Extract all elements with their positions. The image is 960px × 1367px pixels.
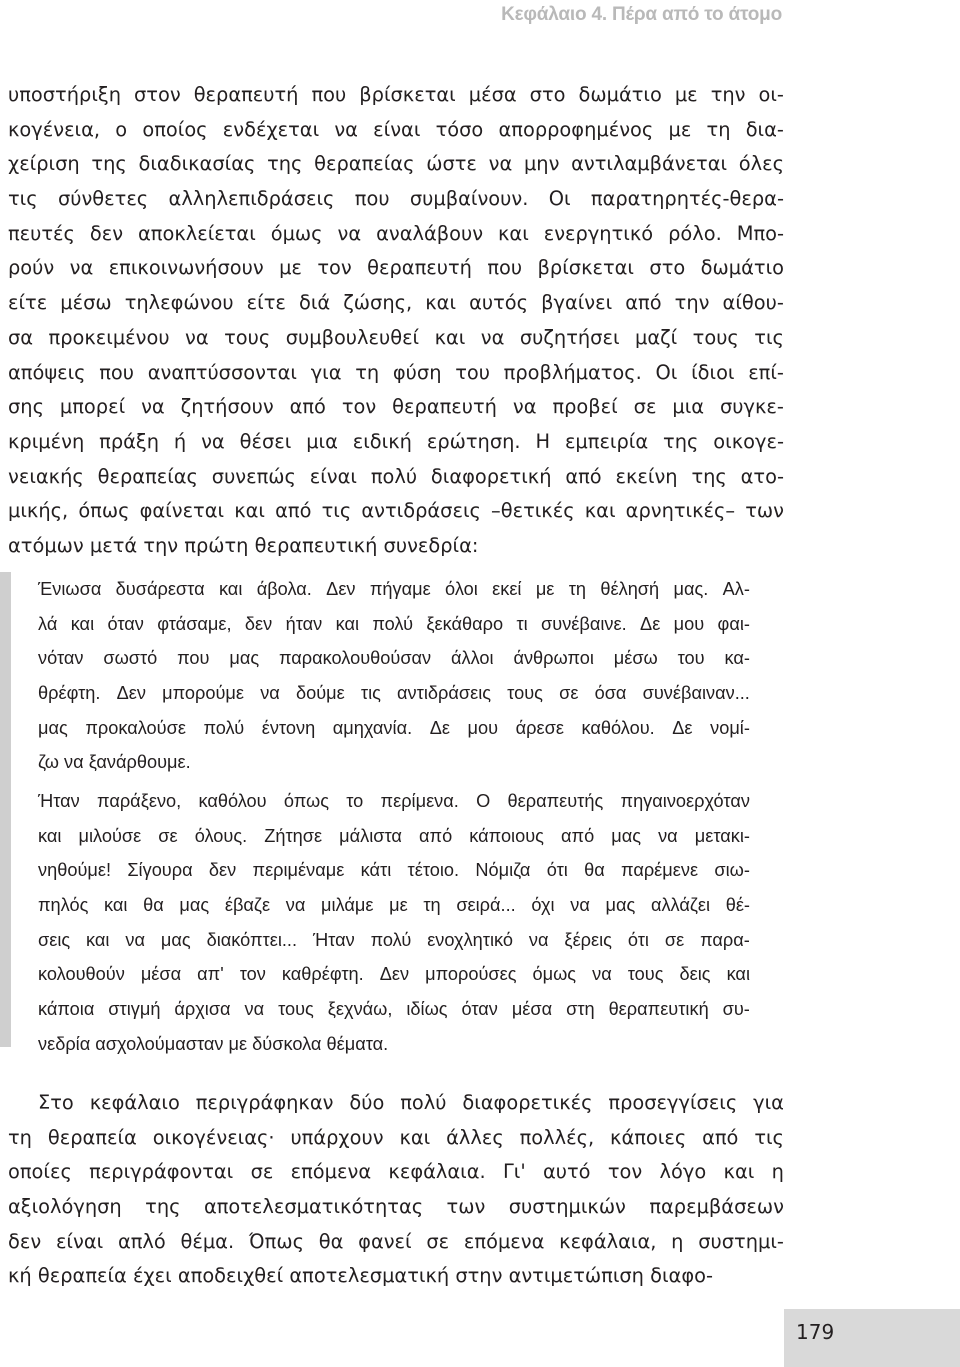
text-line: είτε μέσω τηλεφώνου είτε διά ζώσης, και αυτός βγαίνει από την αίθου- [8,291,784,315]
text-line: αξιολόγηση της αποτελεσματικότητας των συστημικών παρεμβάσεων [8,1195,784,1219]
text-line: δεν είναι απλό θέμα. Όπως θα φανεί σε επόμενα κεφάλαια, η συστημι- [8,1229,784,1253]
quote-block-2 [38,784,750,1062]
text-line: πηλός και θα μας έβαζε να μιλάμε με τη σειρά... όχι να μας αλλάζει θέ- [38,895,750,916]
text-line: ρούν να επικοινωνήσουν με τον θεραπευτή που βρίσκεται στο δωμάτιο [8,256,784,280]
text-line: σα προκειμένου να τους συμβουλευθεί και να συζητήσει μαζί τους τις [8,325,784,349]
body-paragraph-2 [8,1086,784,1294]
text-line: Ένιωσα δυσάρεστα και άβολα. Δεν πήγαμε όλοι εκεί με τη θέλησή μας. Αλ- [38,579,750,599]
quote-sidebar-bar [0,572,11,1047]
text-line: νηθούμε! Σίγουρα δεν περιμέναμε κάτι τέτοιο. Νόμιζα ότι θα παρέμενε σιω- [38,860,750,881]
text-line: θρέφτη. Δεν μπορούμε να δούμε τις αντιδράσεις τους σε όσα συνέβαιναν... [38,683,750,704]
text-line: κολουθούν μέσα απ' τον καθρέφτη. Δεν μπορούσες όμως να τους δεις και [38,964,750,985]
text-line: λά και όταν φτάσαμε, δεν ήταν και πολύ ξεκάθαρο τι συνέβαινε. Δε μου φαι- [38,613,750,634]
page-number: 179 [796,1320,835,1344]
text-line: κριμένη πράξη ή να θέσει μια ειδική ερώτηση. Η εμπειρία της οικογε- [8,429,784,453]
text-line: μικής, όπως φαίνεται και από τις αντιδράσεις –θετικές και αρνητικές– των [8,499,784,523]
text-line: μας προκαλούσε πολύ έντονη αμηχανία. Δε μου άρεσε καθόλου. Δε νομί- [38,717,750,738]
text-line: και μιλούσε σε όλους. Ζήτησε μάλιστα από κάποιους από μας να μετακι- [38,825,750,846]
text-line: τις σύνθετες αλληλεπιδράσεις που συμβαίνουν. Οι παρατηρητές-θερα- [8,187,784,211]
text-line: πευτές δεν αποκλείεται όμως να αναλάβουν και ενεργητικό ρόλο. Μπο- [8,221,784,245]
text-line: χείριση της διαδικασίας της θεραπείας ώστε να μην αντιλαμβάνεται όλες [8,152,784,176]
text-line: νόταν σωστό που μας παρακολουθούσαν άλλοι άνθρωποι μέσω του κα- [38,648,750,669]
body-paragraph-1 [8,78,784,564]
text-line: σεις και να μας διακόπτει... Ήταν πολύ ενοχλητικό να ξέρεις ότι σε παρα- [38,929,750,950]
text-line: κή θεραπεία έχει αποδειχθεί αποτελεσματική στην αντιμετώπιση διαφο- [8,1264,713,1288]
text-line: νειακής θεραπείας συνεπώς είναι πολύ διαφορετική από εκείνη της ατο- [8,464,784,488]
text-line: Ήταν παράξενο, καθόλου όπως το περίμενα. Ο θεραπευτής πηγαινοερχόταν [38,791,750,811]
running-header: Κεφάλαιο 4. Πέρα από το άτομο [501,4,782,25]
text-line: απόψεις που αναπτύσσονται για τη φύση του προβλήματος. Οι ίδιοι επί- [8,360,784,384]
text-line: τη θεραπεία οικογένειας· υπάρχουν και άλλες πολλές, κάποιες από τις [8,1125,784,1149]
text-line: κογένεια, ο οποίος ενδέχεται να είναι τόσο απορροφημένος με τη δια- [8,117,784,141]
text-line: οποίες περιγράφονται σε επόμενα κεφάλαια. Γι' αυτό τον λόγο και η [8,1160,784,1184]
text-line: κάποια στιγμή άρχισα να τους ξεχνάω, ιδίως όταν μέσα στη θεραπευτική συ- [38,999,750,1020]
text-line: νεδρία ασχολούμασταν με δύσκολα θέματα. [38,1033,389,1054]
quote-block-1 [38,572,750,780]
text-line: Στο κεφάλαιο περιγράφηκαν δύο πολύ διαφορετικές προσεγγίσεις για [38,1091,784,1114]
text-line: υποστήριξη στον θεραπευτή που βρίσκεται μέσα στο δωμάτιο με την οι- [8,83,784,106]
text-line: ατόμων μετά την πρώτη θεραπευτική συνεδρία: [8,533,479,557]
text-line: σης μπορεί να ζητήσουν από τον θεραπευτή να προβεί σε μια συγκε- [8,395,784,419]
text-line: ζω να ξανάρθουμε. [38,752,191,773]
